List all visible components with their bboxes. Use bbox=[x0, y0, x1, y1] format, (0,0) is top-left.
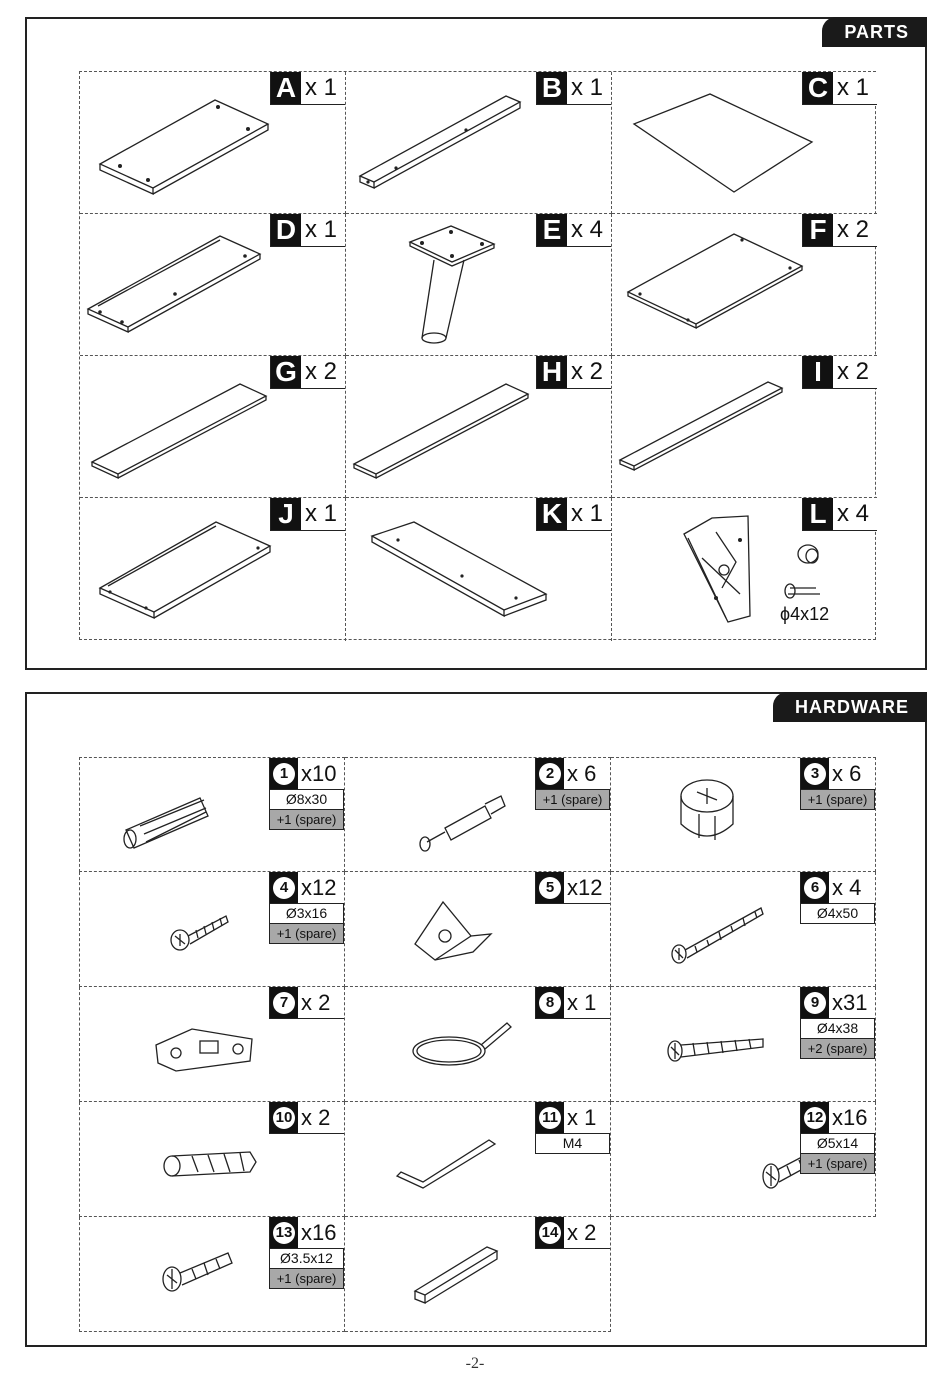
hw-label-4 bbox=[269, 872, 344, 944]
part-cell-f bbox=[612, 214, 877, 356]
part-label-e bbox=[536, 214, 611, 247]
part-label-f bbox=[802, 214, 877, 247]
part-label-g bbox=[270, 356, 345, 389]
part-label-l bbox=[802, 498, 877, 531]
hw-qty: x16 bbox=[298, 1217, 344, 1248]
hw-spare: +2 (spare) bbox=[800, 1039, 875, 1059]
hw-number: 9 bbox=[804, 992, 826, 1014]
part-qty: x 2 bbox=[301, 356, 345, 388]
hw-label-5 bbox=[535, 872, 610, 904]
hw-qty: x31 bbox=[829, 987, 875, 1018]
hw-number: 5 bbox=[539, 877, 561, 899]
hw-spec: Ø4x50 bbox=[800, 904, 875, 924]
hw-spec: Ø8x30 bbox=[269, 790, 344, 810]
part-letter: C bbox=[803, 72, 833, 104]
parts-tab: PARTS bbox=[822, 17, 927, 47]
hw-number: 7 bbox=[273, 992, 295, 1014]
part-cell-j bbox=[80, 498, 346, 641]
hw-qty: x12 bbox=[298, 872, 344, 903]
part-qty: x 4 bbox=[567, 214, 611, 246]
hw-spec: Ø3.5x12 bbox=[269, 1249, 344, 1269]
part-label-j bbox=[270, 498, 345, 531]
hardware-cell-11 bbox=[345, 1102, 611, 1217]
parts-grid bbox=[79, 71, 876, 640]
part-cell-g bbox=[80, 356, 346, 498]
part-cell-k bbox=[346, 498, 612, 641]
hw-number: 12 bbox=[804, 1107, 826, 1129]
part-letter: H bbox=[537, 356, 567, 388]
hw-qty: x 6 bbox=[564, 758, 610, 789]
hinge-screw-spec: ϕ4x12 bbox=[780, 604, 830, 624]
part-letter: K bbox=[537, 498, 567, 530]
hw-number: 2 bbox=[539, 763, 561, 785]
hw-label-13 bbox=[269, 1217, 344, 1289]
part-cell-d bbox=[80, 214, 346, 356]
hw-qty: x 2 bbox=[298, 987, 344, 1018]
hw-label-8 bbox=[535, 987, 610, 1019]
part-qty: x 1 bbox=[301, 498, 345, 530]
hw-spare: +1 (spare) bbox=[800, 1154, 875, 1174]
part-label-i bbox=[802, 356, 877, 389]
part-label-c bbox=[802, 72, 877, 105]
hw-label-7 bbox=[269, 987, 344, 1019]
hw-label-1 bbox=[269, 758, 344, 830]
hw-label-12 bbox=[800, 1102, 875, 1174]
part-label-b bbox=[536, 72, 611, 105]
hw-label-14 bbox=[535, 1217, 610, 1249]
part-cell-c bbox=[612, 72, 877, 214]
part-letter: D bbox=[271, 214, 301, 246]
part-qty: x 2 bbox=[567, 356, 611, 388]
part-qty: x 1 bbox=[301, 72, 345, 104]
part-cell-e bbox=[346, 214, 612, 356]
hw-number: 14 bbox=[539, 1222, 561, 1244]
hw-spare: +1 (spare) bbox=[535, 790, 610, 810]
page-number: -2- bbox=[465, 1355, 485, 1372]
hardware-cell-6 bbox=[611, 872, 876, 987]
hardware-cell-5 bbox=[345, 872, 611, 987]
hw-number: 10 bbox=[273, 1107, 295, 1129]
hw-qty: x12 bbox=[564, 872, 610, 903]
hw-spare: +1 (spare) bbox=[269, 924, 344, 944]
hardware-cell-2 bbox=[345, 757, 611, 872]
hw-label-11 bbox=[535, 1102, 610, 1154]
hw-qty: x 4 bbox=[829, 872, 875, 903]
part-letter: L bbox=[803, 498, 833, 530]
hw-spare: +1 (spare) bbox=[269, 1269, 344, 1289]
part-cell-b bbox=[346, 72, 612, 214]
part-letter: E bbox=[537, 214, 567, 246]
part-qty: x 1 bbox=[833, 72, 877, 104]
hw-qty: x 2 bbox=[564, 1217, 610, 1248]
hardware-grid bbox=[79, 757, 876, 1332]
part-letter: B bbox=[537, 72, 567, 104]
hw-qty: x 2 bbox=[298, 1102, 344, 1133]
hw-spec: Ø3x16 bbox=[269, 904, 344, 924]
hw-number: 8 bbox=[539, 992, 561, 1014]
part-qty: x 1 bbox=[567, 498, 611, 530]
part-letter: J bbox=[271, 498, 301, 530]
part-cell-a bbox=[80, 72, 346, 214]
part-cell-h bbox=[346, 356, 612, 498]
part-qty: x 1 bbox=[301, 214, 345, 246]
part-label-k bbox=[536, 498, 611, 531]
hardware-cell-3 bbox=[611, 757, 876, 872]
part-label-a bbox=[270, 72, 345, 105]
hw-number: 11 bbox=[539, 1107, 561, 1129]
hardware-cell-12 bbox=[611, 1102, 876, 1217]
hw-qty: x 1 bbox=[564, 1102, 610, 1133]
hw-label-3 bbox=[800, 758, 875, 810]
hw-spec: Ø5x14 bbox=[800, 1134, 875, 1154]
hw-label-9 bbox=[800, 987, 875, 1059]
hw-number: 4 bbox=[273, 877, 295, 899]
part-qty: x 2 bbox=[833, 214, 877, 246]
part-label-h bbox=[536, 356, 611, 389]
hardware-cell-1 bbox=[79, 757, 345, 872]
hardware-cell-14 bbox=[345, 1217, 611, 1332]
hardware-tab: HARDWARE bbox=[773, 692, 927, 722]
part-letter: A bbox=[271, 72, 301, 104]
hw-spare: +1 (spare) bbox=[269, 810, 344, 830]
part-label-d bbox=[270, 214, 345, 247]
hw-qty: x 1 bbox=[564, 987, 610, 1018]
hw-spare: +1 (spare) bbox=[800, 790, 875, 810]
hw-qty: x16 bbox=[829, 1102, 875, 1133]
hardware-cell-10 bbox=[79, 1102, 345, 1217]
part-letter: I bbox=[803, 356, 833, 388]
hardware-cell-13 bbox=[79, 1217, 345, 1332]
hw-label-6 bbox=[800, 872, 875, 924]
hw-spec: Ø4x38 bbox=[800, 1019, 875, 1039]
part-cell-l bbox=[612, 498, 877, 641]
hw-label-2 bbox=[535, 758, 610, 810]
hw-label-10 bbox=[269, 1102, 344, 1134]
part-cell-i bbox=[612, 356, 877, 498]
part-letter: G bbox=[271, 356, 301, 388]
part-letter: F bbox=[803, 214, 833, 246]
hardware-cell-7 bbox=[79, 987, 345, 1102]
hw-qty: x10 bbox=[298, 758, 344, 789]
hw-number: 1 bbox=[273, 763, 295, 785]
part-qty: x 4 bbox=[833, 498, 877, 530]
hw-number: 6 bbox=[804, 877, 826, 899]
part-qty: x 1 bbox=[567, 72, 611, 104]
hw-qty: x 6 bbox=[829, 758, 875, 789]
hw-number: 3 bbox=[804, 763, 826, 785]
hardware-cell-9 bbox=[611, 987, 876, 1102]
hw-spec: M4 bbox=[535, 1134, 610, 1154]
hardware-cell-4 bbox=[79, 872, 345, 987]
part-qty: x 2 bbox=[833, 356, 877, 388]
hw-number: 13 bbox=[273, 1222, 295, 1244]
hardware-cell-8 bbox=[345, 987, 611, 1102]
